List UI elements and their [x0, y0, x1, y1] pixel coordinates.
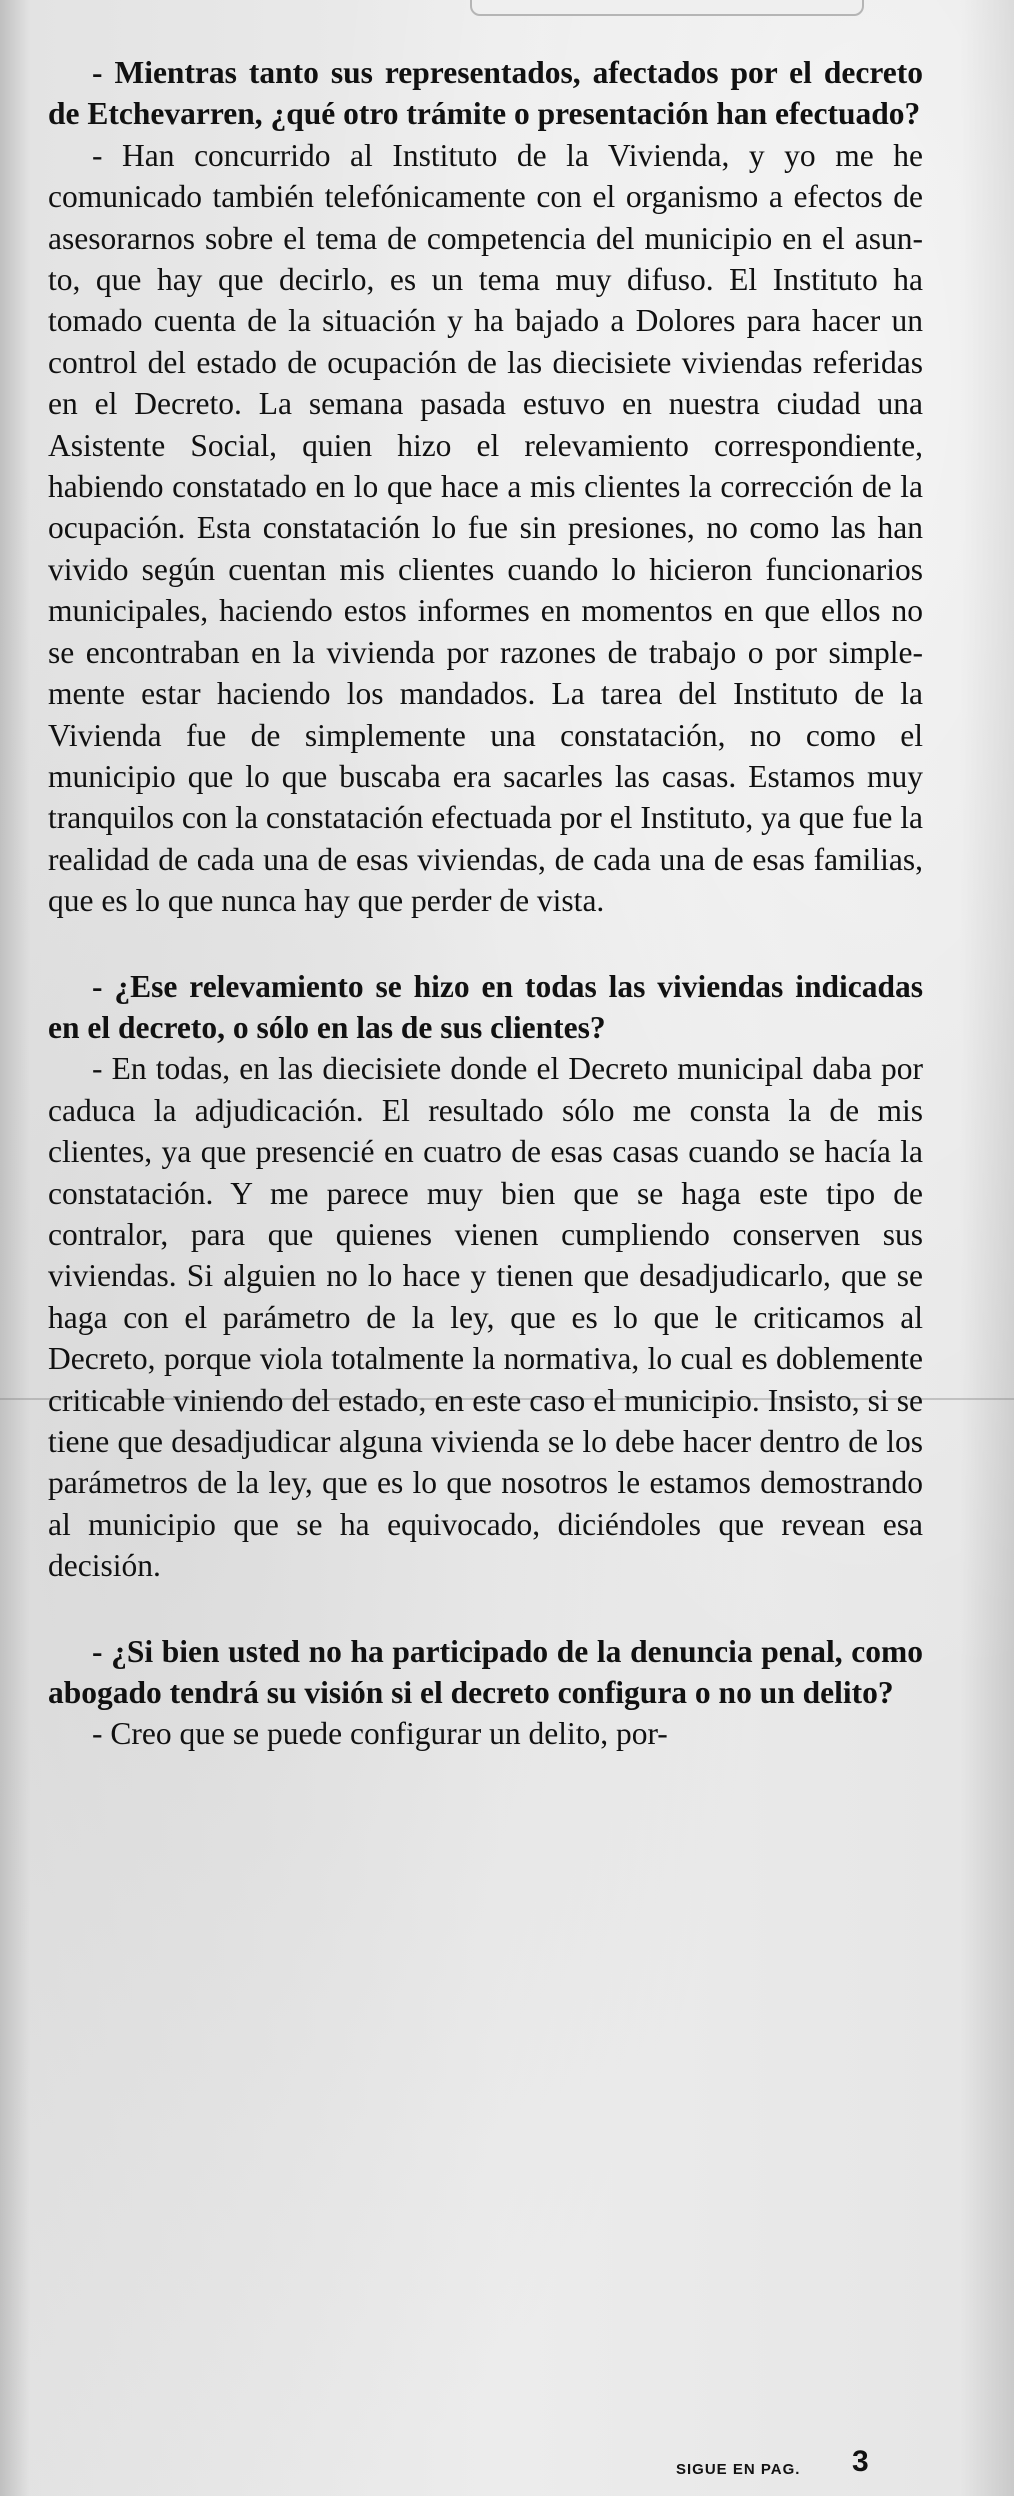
article-column	[48, 52, 923, 1755]
paper-fold-edge	[470, 0, 864, 16]
interview-answer-3: - Creo que se puede configurar un delito, por-	[92, 1716, 668, 1752]
interview-question-3: - ¿Si bien usted no ha participado de la denuncia penal, como abogado tendrá su visión si el decreto configura o no un delito?	[48, 1633, 923, 1711]
interview-answer-1: - Han concurrido al Instituto de la Vivienda, y yo me he comunicado también telefónicamente con el organismo a efectos de asesorarnos sobre el tema de competencia del municipio en el asunto, que hay que decirlo, es un tema muy difuso. El Instituto ha tomado cuenta de la situación y ha bajado a Dolores para hacer un control del estado de ocupación de las diecisiete viviendas referidas en el Decreto. La semana pasada estuvo en nuestra ciudad una Asistente Social, quien hizo el relevamiento correspondiente, habiendo constatado en lo que hace a mis clientes la corrección de la ocupación. Esta constatación lo fue sin presiones, no como las han vivido según cuentan mis clientes cuando lo hicieron funcionarios municipales, haciendo estos informes en momentos en que ellos no se encontraban en la vivienda por razones de trabajo o por simplemente estar haciendo los mandados. La tarea del Instituto de la Vivienda fue de simplemente una constatación, no como el municipio que lo que buscaba era sacarles las casas. Estamos muy tranquilos con la constatación efectuada por el Instituto, ya que fue la realidad de cada una de esas viviendas, de cada una de esas familias, que es lo que nunca hay que perder de vista.	[48, 137, 923, 919]
interview-question-2: - ¿Ese relevamiento se hizo en todas las viviendas indicadas en el decreto, o sólo en las de sus clientes?	[48, 968, 923, 1045]
continuation-label: SIGUE EN PAG.	[676, 2461, 801, 2478]
interview-answer-2: - En todas, en las diecisiete donde el Decreto municipal daba por caduca la adjudicación. El resultado sólo me consta la de mis clientes, ya que presencié en cuatro de esas casas cuando se hacía la constatación. Y me parece muy bien que se haga este tipo de contralor, para que quienes vienen cumpliendo conserven sus viviendas. Si alguien no lo hace y tienen que desadjudicarlo, que se haga con el parámetro de la ley, que es lo que le criticamos al Decreto, porque viola totalmente la normativa, lo cual es doblemente criticable viniendo del estado, en este caso el municipio. Insisto, si se tiene que desadjudicar alguna vivienda se lo debe hacer dentro de los parámetros de la ley, que es lo que nosotros le estamos demostrando al municipio que se ha equivocado, diciéndoles que revean esa decisión.	[48, 1051, 923, 1584]
continuation-page-number: 3	[852, 2445, 869, 2478]
interview-question-1: - Mientras tanto sus representados, afectados por el decreto de Etchevarren, ¿qué otro trámite o presentación han efectuado?	[48, 55, 923, 132]
